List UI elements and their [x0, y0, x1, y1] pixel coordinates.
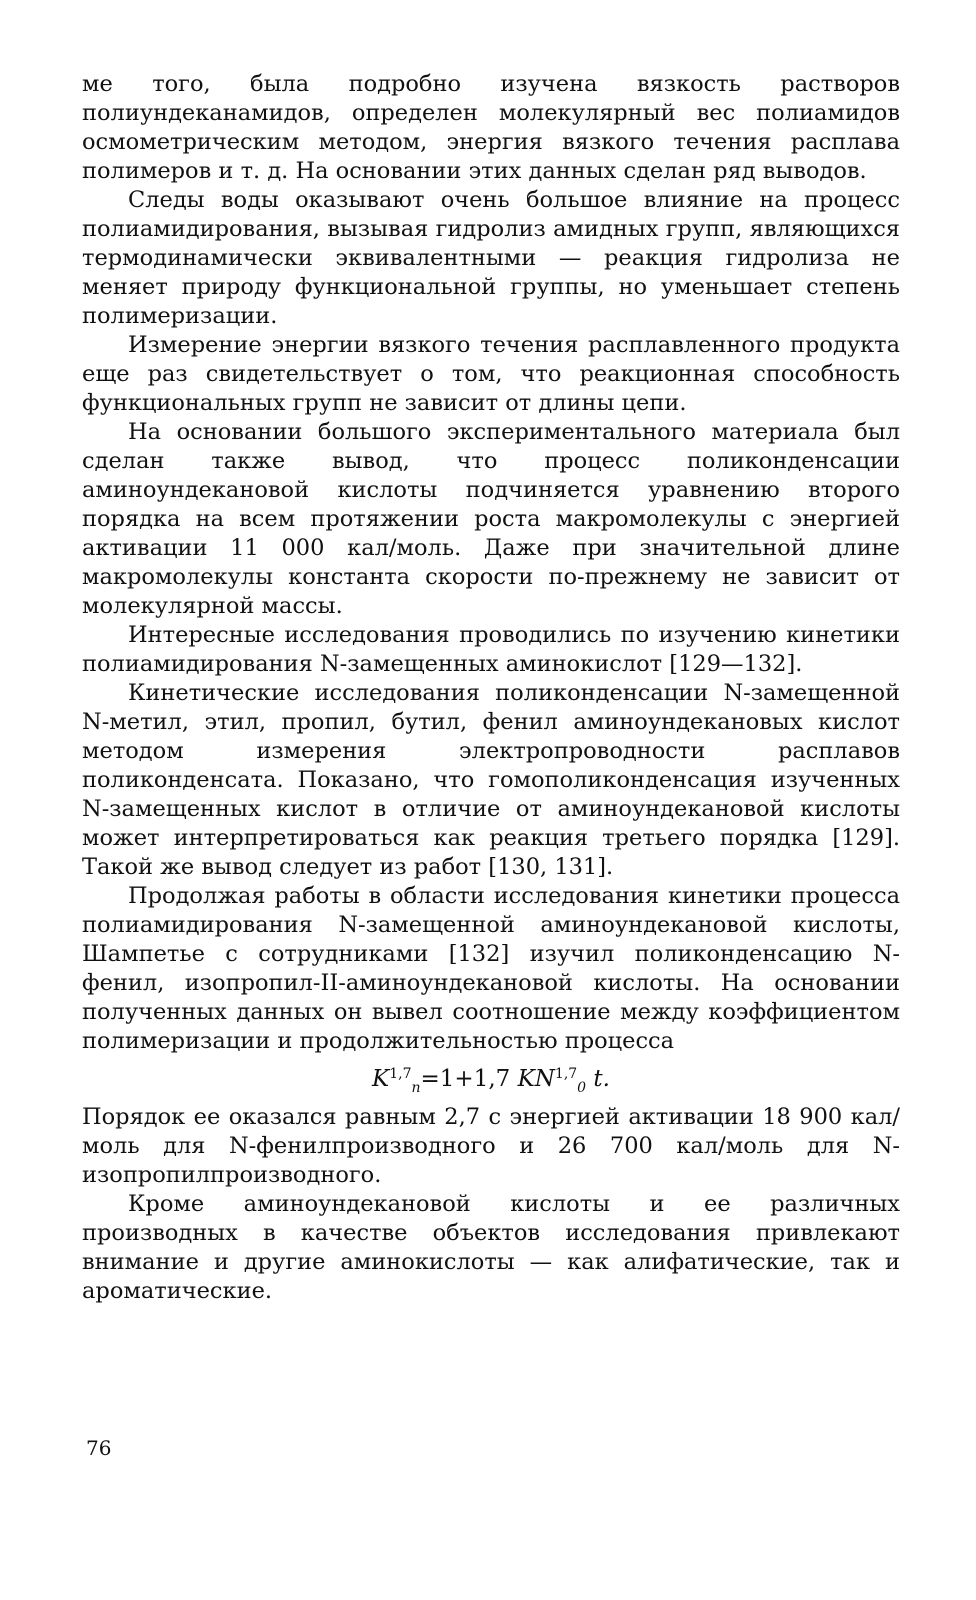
formula-kn-sup: 1,7	[554, 1066, 578, 1082]
formula-middle: =1+1,7	[420, 1066, 518, 1092]
paragraph-3: Измерение энергии вязкого течения расплавленного продукта еще раз свидетельствует о том, что реакционная способность функциональных групп не зависит от длины цепи.	[82, 332, 900, 416]
page-number: 76	[86, 1436, 112, 1460]
page-body	[82, 70, 900, 1306]
paragraph-1: ме того, была подробно изучена вязкость растворов полиундеканамидов, определен молекулярный вес полиамидов осмометрическим методом, энергия вязкого течения расплава полимеров и т. д. На основании этих данных сделан ряд выводов.	[82, 71, 900, 184]
paragraph-9: Кроме аминоундекановой кислоты и ее различных производных в качестве объектов исследования привлекают внимание и другие аминокислоты — как алифатические, так и ароматические.	[82, 1191, 900, 1304]
formula-k: K	[372, 1066, 390, 1092]
formula-kn-sub: 0	[577, 1080, 587, 1096]
paragraph-8: Порядок ее оказался равным 2,7 с энергией активации 18 900 кал/моль для N-фенилпроизводного и 26 700 кал/моль для N-изопропилпроизводного.	[82, 1104, 900, 1188]
formula-end: t.	[586, 1066, 610, 1092]
paragraph-2: Следы воды оказывают очень большое влияние на процесс полиамидирования, вызывая гидролиз амидных групп, являющихся термодинамически эквивалентными — реакция гидролиза не меняет природу функциональной группы, но уменьшает степень полимеризации.	[82, 187, 900, 329]
paragraph-4: На основании большого экспериментального материала был сделан также вывод, что процесс поликонденсации аминоундекановой кислоты подчиняется уравнению второго порядка на всем протяжении роста макромолекулы с энергией активации 11 000 кал/моль. Даже при значительной длине макромолекулы константа скорости по-прежнему не зависит от молекулярной массы.	[82, 419, 900, 619]
formula-k-sup: 1,7	[389, 1066, 412, 1082]
paragraph-6: Кинетические исследования поликонденсации N-замещенной N-метил, этил, пропил, бутил, фенил аминоундекановых кислот методом измерения электропроводности расплавов поликонденсата. Показано, что гомополиконденсация изученных N-замещенных кислот в отличие от аминоундекановой кислоты может интерпретироваться как реакция третьего порядка [129]. Такой же вывод следует из работ [130, 131].	[82, 680, 900, 880]
formula-k-sub: n	[411, 1080, 421, 1096]
formula	[82, 1062, 900, 1099]
formula-kn: KN	[517, 1066, 555, 1092]
paragraph-5: Интересные исследования проводились по изучению кинетики полиамидирования N-замещенных аминокислот [129—132].	[82, 622, 900, 677]
paragraph-7: Продолжая работы в области исследования кинетики процесса полиамидирования N-замещенной аминоундекановой кислоты, Шампетье с сотрудниками [132] изучил поликонденсацию N-фенил, изопропил-II-аминоундекановой кислоты. На основании полученных данных он вывел соотношение между коэффициентом полимеризации и продолжительностью процесса	[82, 883, 900, 1054]
